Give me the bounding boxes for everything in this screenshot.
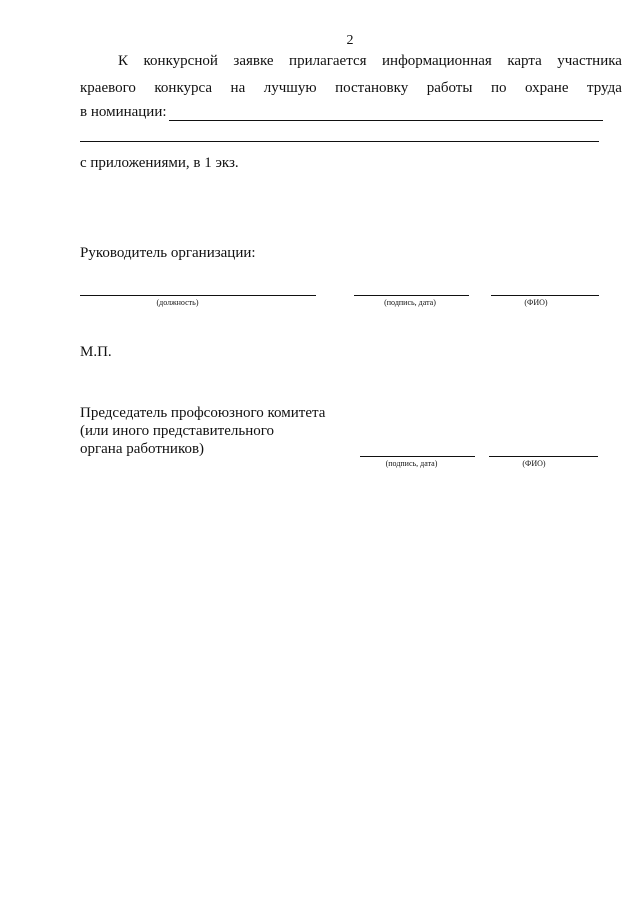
name-caption: (ФИО) [524, 298, 548, 307]
intro-word: охране [525, 80, 569, 96]
nomination-underline [169, 120, 603, 121]
signature-field-line [354, 295, 469, 296]
position-caption: (должность) [156, 298, 199, 307]
name-field-line [491, 295, 599, 296]
intro-word: прилагается [289, 53, 367, 69]
intro-word: карта [507, 53, 542, 69]
stamp-place: М.П. [80, 344, 112, 360]
union-signature-caption: (подпись, дата) [385, 459, 438, 468]
intro-word: заявке [233, 53, 274, 69]
intro-word: К [118, 53, 129, 69]
union-title-line-3: органа работников) [80, 441, 205, 457]
union-title-line-1: Председатель профсоюзного комитета [80, 405, 326, 421]
union-name-field-line [489, 456, 598, 457]
intro-word: конкурсной [143, 53, 218, 69]
union-title-line-2: (или иного представительного [80, 423, 274, 439]
intro-word: краевого [80, 80, 136, 96]
union-name-caption: (ФИО) [522, 459, 546, 468]
nomination-continuation-line [80, 141, 599, 142]
intro-word: участника [557, 53, 622, 69]
page-number: 2 [346, 33, 354, 48]
intro-word: информационная [382, 53, 492, 69]
position-field-line [80, 295, 316, 296]
nomination-label: в номинации: [80, 104, 167, 120]
intro-word: лучшую [263, 80, 317, 96]
intro-word: работы [426, 80, 473, 96]
head-title: Руководитель организации: [80, 245, 256, 261]
intro-word: постановку [335, 80, 409, 96]
attachments-text: с приложениями, в 1 экз. [80, 155, 239, 171]
union-signature-field-line [360, 456, 475, 457]
intro-word: труда [587, 80, 622, 96]
signature-caption: (подпись, дата) [384, 298, 436, 307]
intro-word: конкурса [154, 80, 213, 96]
intro-word: по [490, 80, 507, 96]
intro-line-2 [80, 80, 622, 97]
intro-line-1 [118, 53, 622, 70]
intro-word: на [230, 80, 246, 96]
